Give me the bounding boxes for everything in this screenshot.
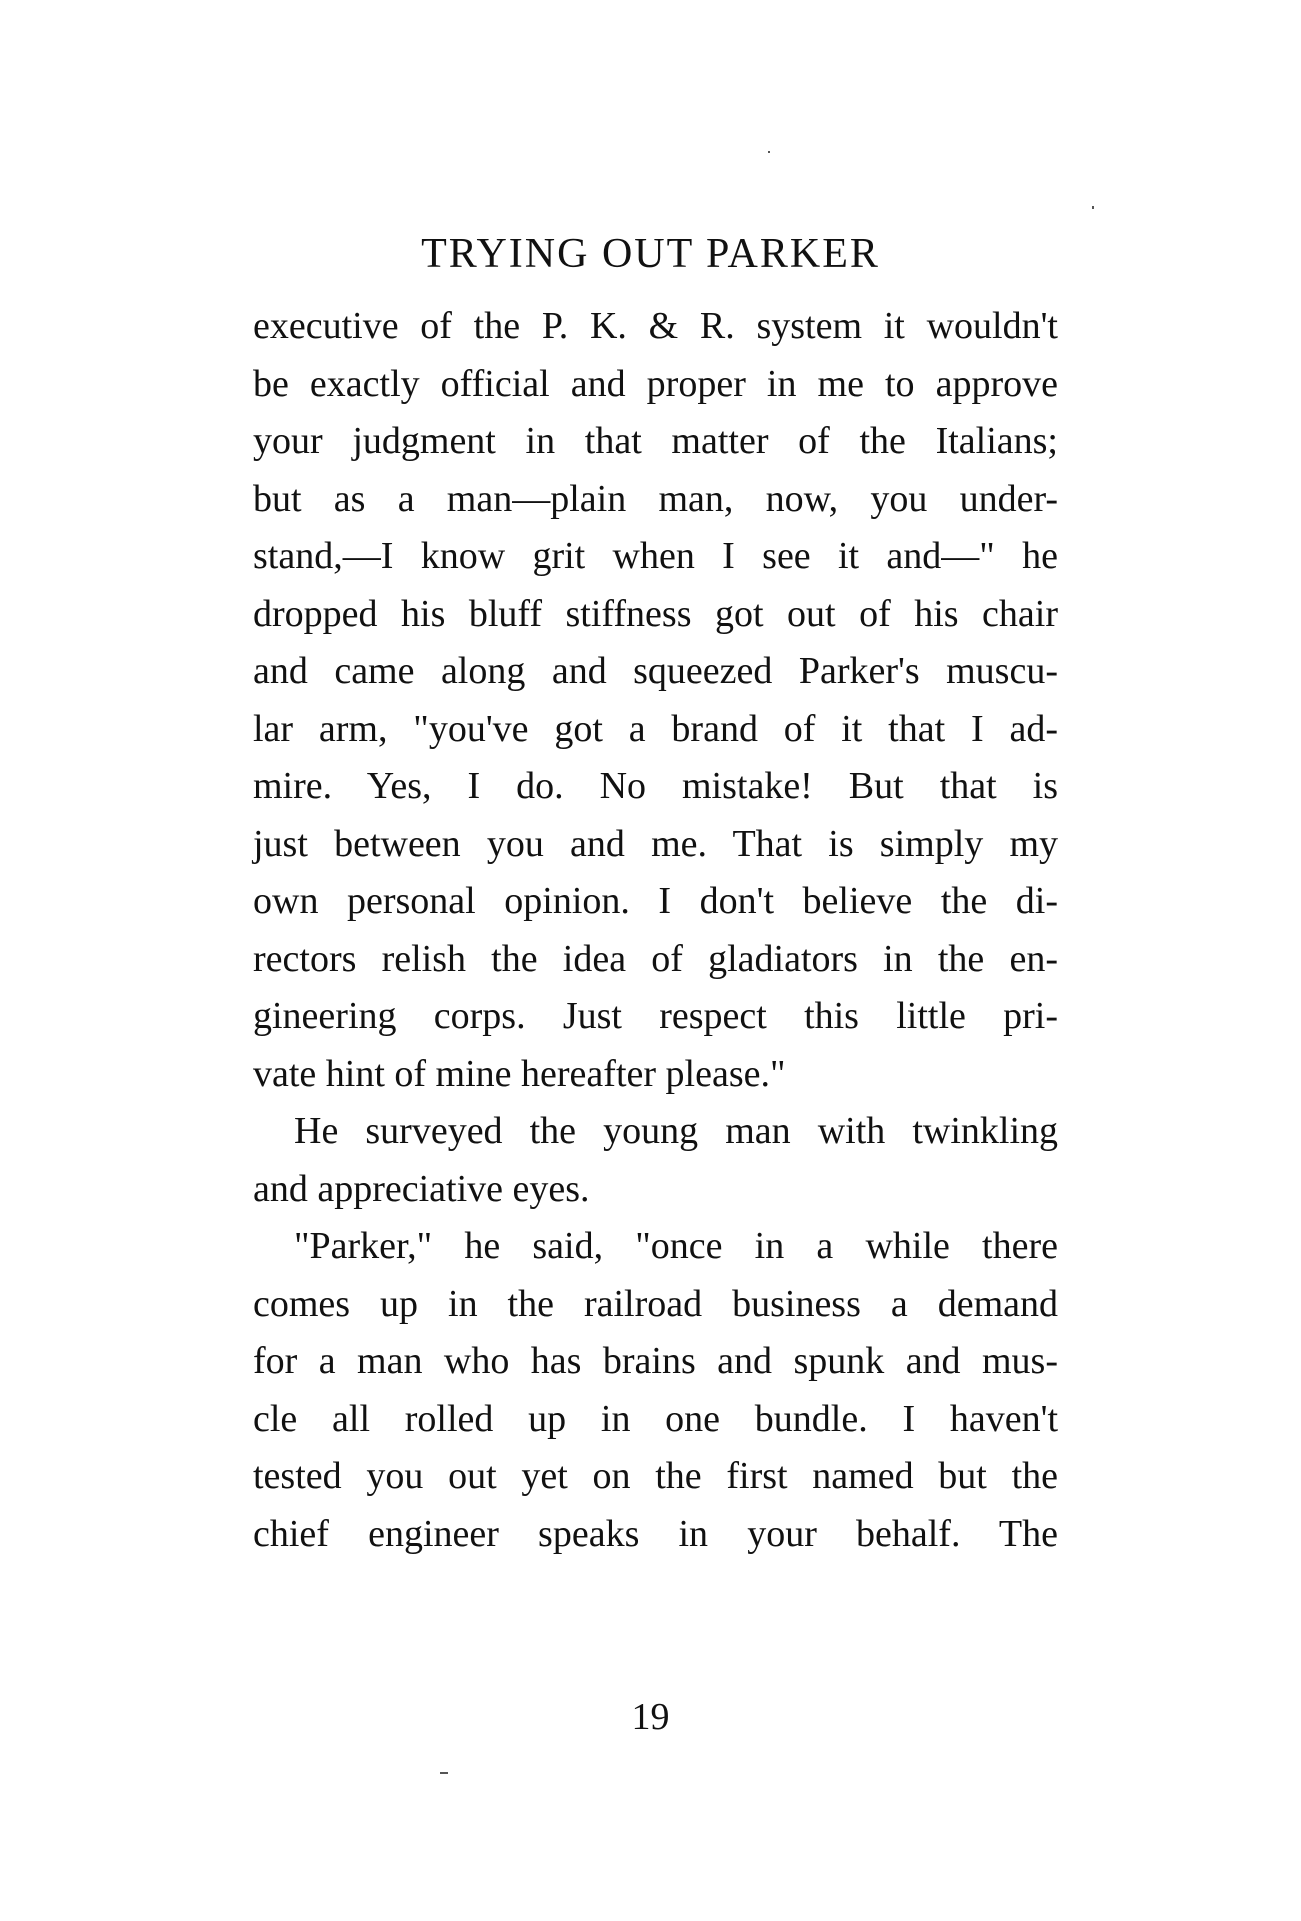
- text-line: and came along and squeezed Parker's muscu-: [253, 650, 1058, 692]
- text-line: mire. Yes, I do. No mistake! But that is: [253, 765, 1058, 807]
- text-line: but as a man—plain man, now, you under-: [253, 477, 1058, 520]
- text-line: comes up in the railroad business a demand: [253, 1282, 1058, 1325]
- scan-speck: [768, 151, 770, 153]
- text-line: tested you out yet on the first named but the: [253, 1455, 1058, 1497]
- text-line: vate hint of mine hereafter please.": [253, 1052, 786, 1095]
- text-line: be exactly official and proper in me to approve: [253, 362, 1058, 405]
- text-line: gineering corps. Just respect this little pri-: [253, 995, 1058, 1037]
- text-line: rectors relish the idea of gladiators in the en-: [253, 937, 1058, 980]
- page-number: 19: [631, 1696, 670, 1738]
- text-line: executive of the P. K. & R. system it wouldn't: [253, 305, 1058, 347]
- body-text: [253, 298, 1058, 1563]
- text-line: own personal opinion. I don't believe the di-: [253, 880, 1058, 922]
- scan-speck: [1092, 206, 1094, 209]
- text-line: lar arm, "you've got a brand of it that I ad-: [253, 707, 1058, 750]
- text-line: stand,—I know grit when I see it and—" he: [253, 535, 1058, 577]
- text-line: He surveyed the young man with twinkling: [294, 1110, 1058, 1152]
- text-line: cle all rolled up in one bundle. I haven't: [253, 1397, 1058, 1440]
- running-head: TRYING OUT PARKER: [421, 231, 880, 277]
- scan-speck: [440, 1772, 448, 1774]
- text-line: chief engineer speaks in your behalf. The: [253, 1512, 1058, 1555]
- text-line: your judgment in that matter of the Italians;: [253, 420, 1058, 462]
- text-line: dropped his bluff stiffness got out of his chair: [253, 592, 1058, 635]
- text-line: for a man who has brains and spunk and mus-: [253, 1340, 1058, 1382]
- text-line: just between you and me. That is simply my: [253, 822, 1058, 865]
- text-line: "Parker," he said, "once in a while there: [294, 1225, 1058, 1267]
- text-line: and appreciative eyes.: [253, 1167, 590, 1210]
